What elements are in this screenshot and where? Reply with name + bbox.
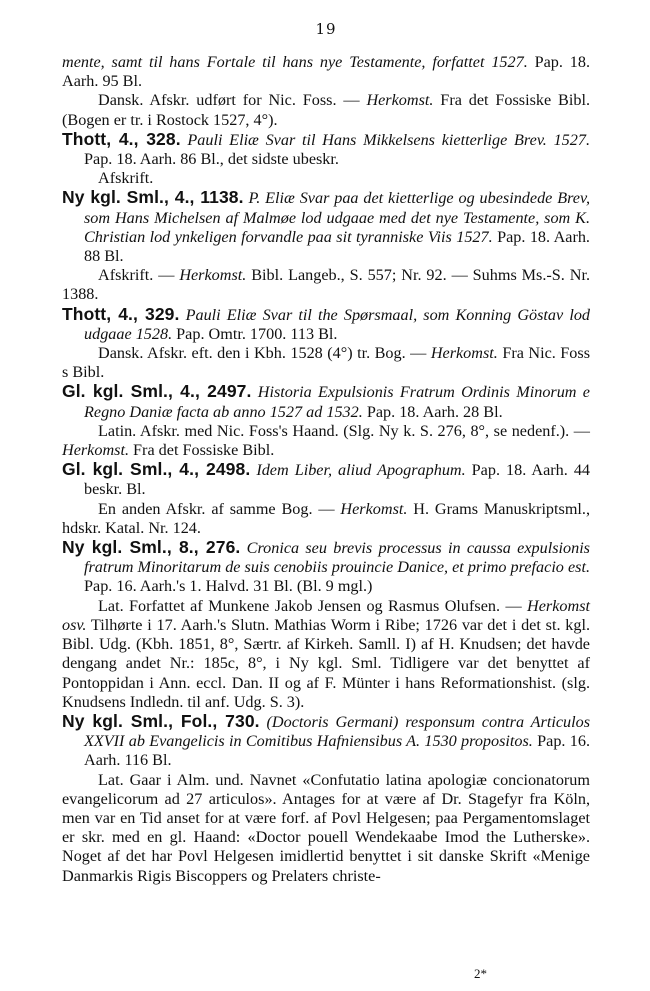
italic-title: Herkomst osv.	[62, 596, 590, 634]
body-text: Pap. 16. Aarh. 116 Bl.	[84, 732, 590, 770]
entry-description	[62, 91, 590, 129]
entry-description	[62, 344, 590, 382]
body-text: Pap. 18. Aarh. 88 Bl.	[84, 227, 590, 266]
entry-description	[62, 422, 590, 460]
italic-title: (Doctoris Germani) responsum contra Articulos XXVII ab Evangelicis in Comitibus Hafniensibus A. 1530 propositos.	[84, 712, 591, 751]
body-text: Afskrift.	[98, 169, 154, 188]
catalog-entry	[62, 382, 590, 421]
entry-continuation	[62, 53, 590, 91]
shelfmark: Ny kgl. Sml., 8., 276.	[62, 537, 241, 558]
catalog-entry	[62, 188, 590, 266]
page-number: 19	[315, 20, 337, 38]
entry-description	[62, 597, 590, 712]
shelfmark: Thott, 4., 328.	[62, 128, 181, 149]
body-text: Fra det Fossiske Bibl. (Bogen er tr. i Rostock 1527, 4°).	[62, 91, 590, 129]
body-text: Pap. 18. Aarh. 44 beskr. Bl.	[84, 461, 591, 499]
italic-title: Historia Expulsionis Fratrum Ordinis Minorum e Regno Daniæ facta ab anno 1527 ad 1532.	[84, 383, 590, 421]
catalog-entry	[62, 460, 590, 499]
catalog-text	[62, 53, 590, 886]
body-text: Afskrift. —	[98, 266, 180, 285]
body-text: Latin. Afskr. med Nic. Foss's Haand. (Slg. Ny k. S. 276, 8°, se nedenf.). —	[98, 421, 590, 440]
italic-title: Herkomst.	[366, 91, 434, 110]
body-text: Dansk. Afskr. udført for Nic. Foss. —	[98, 91, 367, 110]
italic-title: Herkomst.	[340, 499, 408, 518]
entry-description	[62, 500, 590, 538]
body-text: Pap. 16. Aarh.'s 1. Halvd. 31 Bl. (Bl. 9 mgl.)	[84, 577, 373, 596]
entry-description	[62, 169, 590, 188]
italic-title: Pauli Eliæ Svar til the Spørsmaal, som Konning Göstav lod udgaae 1528.	[84, 305, 591, 343]
shelfmark: Thott, 4., 329.	[62, 303, 180, 324]
italic-title: Herkomst.	[62, 441, 129, 460]
shelfmark: Gl. kgl. Sml., 4., 2497.	[62, 381, 252, 402]
body-text: Pap. 18. Aarh. 95 Bl.	[62, 53, 590, 91]
body-text: Lat. Forfattet af Munkene Jakob Jensen og Rasmus Olufsen. —	[98, 596, 528, 615]
italic-title: Cronica seu brevis processus in caussa expulsionis fratrum Minoritarum de suis cenobiis prouincie Danice, et primo prefacio est.	[84, 539, 590, 577]
body-text	[260, 713, 267, 731]
catalog-entry	[62, 305, 590, 344]
catalog-entry	[62, 712, 590, 771]
entry-description	[62, 771, 590, 886]
italic-title: Idem Liber, aliud Apographum.	[256, 461, 466, 480]
italic-title: Herkomst.	[430, 344, 498, 363]
italic-title: Herkomst.	[179, 266, 247, 285]
body-text: Lat. Gaar i Alm. und. Navnet «Confutatio latina apologiæ concionatorum evangelicorum ad 27 articulos». Antages for at være af Dr. Stagefyr fra Köln, men var en Tid anset for at være forf. af Povl Helgesen; paa Pergamentomslaget er skr. med en gl. Haand: «Doctor pouell Wendekaabe Imod the Lutherske». Noget af det har Povl Helgesen imidlertid benyttet i sit danske Skrift «Menige Danmarkis Rigis Biscoppers og Prelaters christe-	[62, 770, 590, 885]
body-text: Dansk. Afskr. eft. den i Kbh. 1528 (4°) tr. Bog. —	[98, 344, 431, 363]
body-text: Pap. 18. Aarh. 86 Bl., det sidste ubeskr.	[84, 150, 339, 169]
body-text: Fra det Fossiske Bibl.	[129, 441, 275, 460]
body-text: Tilhørte i 17. Aarh.'s Slutn. Mathias Worm i Ribe; 1726 var det i det st. kgl. Bibl. Udg. (Kbh. 1851, 8°, Særtr. af Kirkeh. Samll. I) af H. Knudsen; det havde dengang andet Nr.: 185c, 8°, i Ny kgl. Sml. Tidligere var det benyttet af Pontoppidan i Ann. eccl. Dan. II og af F. Münter i hans Reformationshist. (slg. Knudsens Indledn. til anf. Udg. S. 3).	[62, 615, 590, 711]
italic-title: P. Eliæ Svar paa det kietterlige og ubesindede Brev, som Hans Michelsen af Malmøe lod udgaae med det nye Testamente, som K. Christian lod ynkeligen forvandle paa sit tyranniske Viis 1527.	[84, 189, 590, 246]
signature-mark: 2*	[474, 966, 487, 981]
shelfmark: Ny kgl. Sml., Fol., 730.	[62, 710, 260, 731]
shelfmark: Ny kgl. Sml., 4., 1138.	[62, 187, 244, 208]
body-text: Fra Nic. Foss s Bibl.	[62, 344, 590, 382]
catalog-entry	[62, 130, 590, 169]
body-text: H. Grams Manuskriptsml., hdskr. Katal. Nr. 124.	[62, 499, 591, 537]
body-text: Pap. Omtr. 1700. 113 Bl.	[172, 324, 338, 343]
entry-description	[62, 266, 590, 304]
shelfmark: Gl. kgl. Sml., 4., 2498.	[62, 459, 251, 480]
body-text: Bibl. Langeb., S. 557; Nr. 92. — Suhms Ms.-S. Nr. 1388.	[62, 266, 590, 304]
italic-title: mente, samt til hans Fortale til hans nye Testamente, forfattet 1527.	[62, 53, 528, 71]
catalog-entry	[62, 538, 590, 597]
italic-title: Pauli Eliæ Svar til Hans Mikkelsens kietterlige Brev. 1527.	[187, 130, 590, 149]
body-text: En anden Afskr. af samme Bog. —	[98, 499, 341, 518]
body-text: Pap. 18. Aarh. 28 Bl.	[362, 402, 503, 421]
